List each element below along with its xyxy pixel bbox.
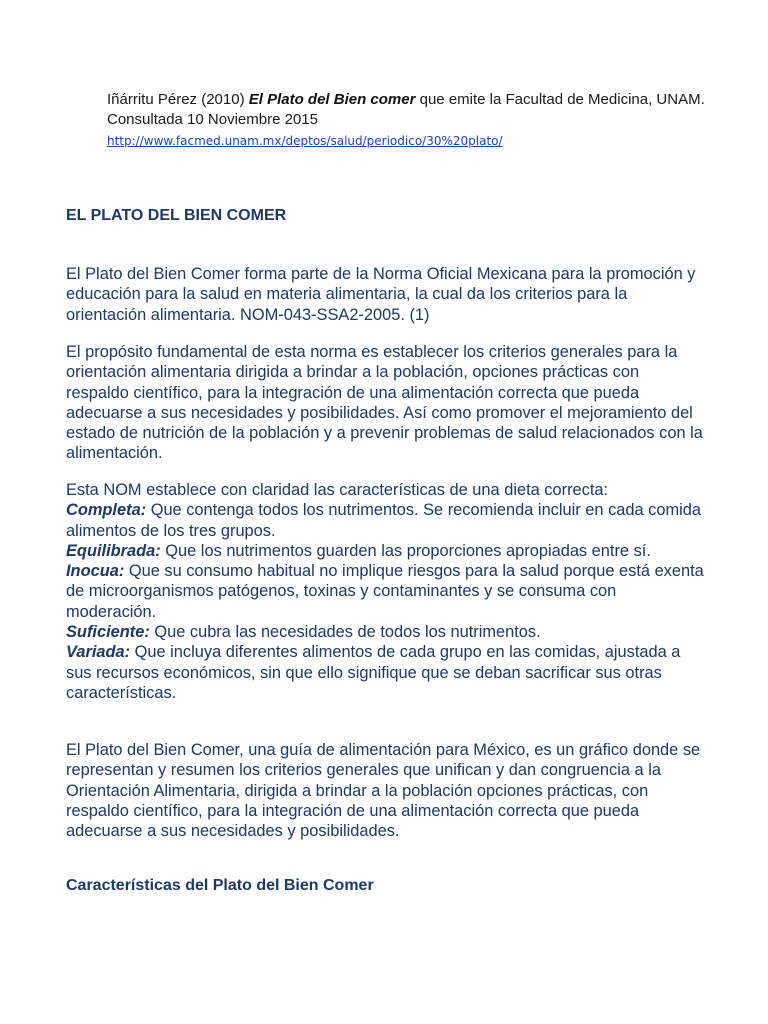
definition-text: Que cubra las necesidades de todos los nutrimentos. (149, 623, 541, 642)
guide-paragraph: El Plato del Bien Comer, una guía de alimentación para México, es un gráfico donde se representan y resumen los criterios generales que unifican y dan congruencia a la Orientación Alimentaria, dirigida a brindar a la población opciones prácticas, con respaldo científico, para la integración de una alimentación correcta que pueda adecuarse a sus necesidades y posibilidades. (66, 741, 701, 841)
list-item (66, 500, 706, 541)
list-item (66, 541, 706, 561)
section-heading: EL PLATO DEL BIEN COMER (66, 207, 287, 224)
term-variada: Variada: (66, 643, 131, 662)
intro-paragraph: El Plato del Bien Comer forma parte de la Norma Oficial Mexicana para la promoción y educación para la salud en materia alimentaria, la cual da los criterios para la orientación alimentaria. NOM-043-SSA2-2005. (1) (66, 265, 696, 324)
term-completa: Completa: (66, 501, 147, 520)
definition-text: Que los nutrimentos guarden las proporciones apropiadas entre sí. (160, 541, 651, 560)
term-inocua: Inocua: (66, 562, 125, 581)
characteristics-list (66, 480, 706, 703)
characteristics-intro: Esta NOM establece con claridad las características de una dieta correcta: (66, 481, 609, 499)
definition-text: Que su consumo habitual no implique riesgos para la salud porque está exenta de microorganismos patógenos, toxinas y contaminantes y se consuma con moderación. (66, 562, 704, 621)
reference-rest: que emite la Facultad de Medicina, UNAM. Consultada 10 Noviembre 2015 (107, 91, 705, 128)
term-suficiente: Suficiente: (66, 623, 150, 642)
subsection-heading: Características del Plato del Bien Comer (66, 877, 374, 894)
list-item (66, 622, 706, 642)
definition-text: Que contenga todos los nutrimentos. Se recomienda incluir en cada comida alimentos de los tres grupos. (66, 501, 702, 540)
reference-link[interactable]: http://www.facmed.unam.mx/deptos/salud/periodico/30%20plato/ (107, 134, 503, 148)
reference-author-year: Iñárritu Pérez (2010) (107, 91, 249, 108)
list-item (66, 642, 706, 703)
term-equilibrada: Equilibrada: (66, 541, 161, 560)
reference-citation (107, 90, 707, 152)
definition-text: Que incluya diferentes alimentos de cada grupo en las comidas, ajustada a sus recursos económicos, sin que ello signifique que se deban sacrificar sus otras características. (66, 643, 681, 702)
reference-title: El Plato del Bien comer (248, 91, 416, 108)
purpose-paragraph: El propósito fundamental de esta norma es establecer los criterios generales para la orientación alimentaria dirigida a brindar a la población, opciones prácticas con respaldo científico, para la integración de una alimentación correcta que pueda adecuarse a sus necesidades y posibilidades. Así como promover el mejoramiento del estado de nutrición de la población y a prevenir problemas de salud relacionados con la alimentación. (66, 343, 703, 463)
list-item (66, 561, 706, 622)
